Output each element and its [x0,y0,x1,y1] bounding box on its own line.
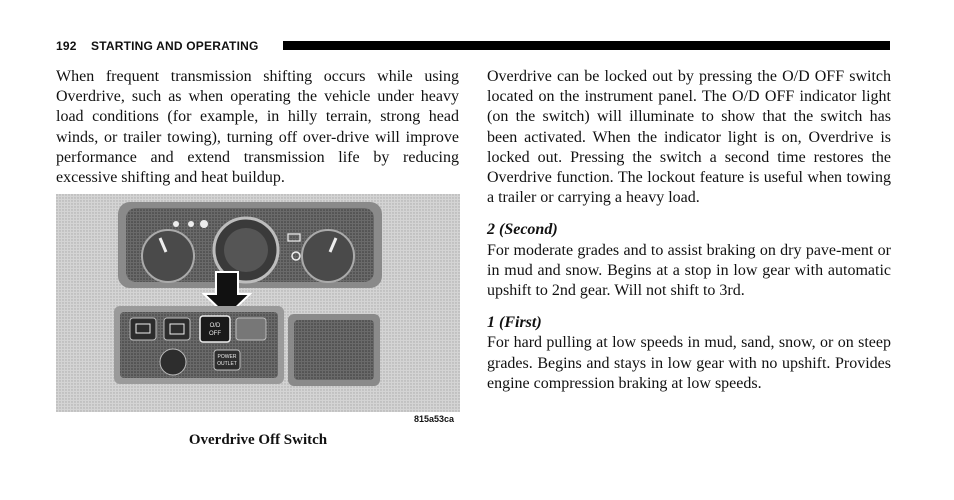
first-gear-text: For hard pulling at low speeds in mud, sand, snow, or on steep grades. Begins and stays in low gear with no upshift. Provides engine compression braking at low speeds. [487,334,891,392]
right-column [487,67,891,394]
page-header [56,38,890,54]
switch-1-icon [130,318,156,340]
second-gear-heading: 2 (Second) [487,221,558,239]
overdrive-switch-figure [56,194,460,412]
power-outlet-label-1: POWER [217,354,237,360]
dashboard-illustration [56,194,460,412]
section-title: STARTING AND OPERATING [91,39,259,53]
overdrive-lockout-paragraph: Overdrive can be locked out by pressing the O/D OFF switch located on the instrument panel. The O/D OFF indicator light (on the switch) will illuminate to show that the switch has been activated. When the indicator light is on, Overdrive is locked out. Pressing the switch a second time restores the Overdrive function. The lockout feature is useful when towing a trailer or carrying a heavy load. [487,68,891,207]
lighter-icon [160,349,186,375]
od-off-switch [200,316,230,342]
first-gear-heading: 1 (First) [487,314,542,332]
figure-code: 815a53ca [414,414,455,424]
od-label: O/D [209,323,221,329]
left-column [56,67,459,188]
figure-caption: Overdrive Off Switch [188,432,328,448]
page-number: 192 [56,39,77,53]
right-knob-icon [302,230,354,282]
power-outlet-icon [214,350,240,370]
header-rule [283,41,890,50]
power-outlet-label-2: OUTLET [217,361,237,367]
second-gear-text: For moderate grades and to assist braking on dry pave-ment or in mud and snow. Begins at a stop in low gear with automatic upshift to 2nd gear. Will not shift to 3rd. [487,241,891,300]
off-label: OFF [209,331,221,337]
intro-paragraph: When frequent transmission shifting occurs while using Overdrive, such as when operating the vehicle under heavy load conditions (for example, in hilly terrain, strong head winds, or trailer towing), turning off over-drive will improve performance and extend transmission life by reducing excessive shifting and heat buildup. [56,68,459,187]
switch-2-icon [164,318,190,340]
blank-switch-icon [236,318,266,340]
left-knob-icon [142,230,194,282]
